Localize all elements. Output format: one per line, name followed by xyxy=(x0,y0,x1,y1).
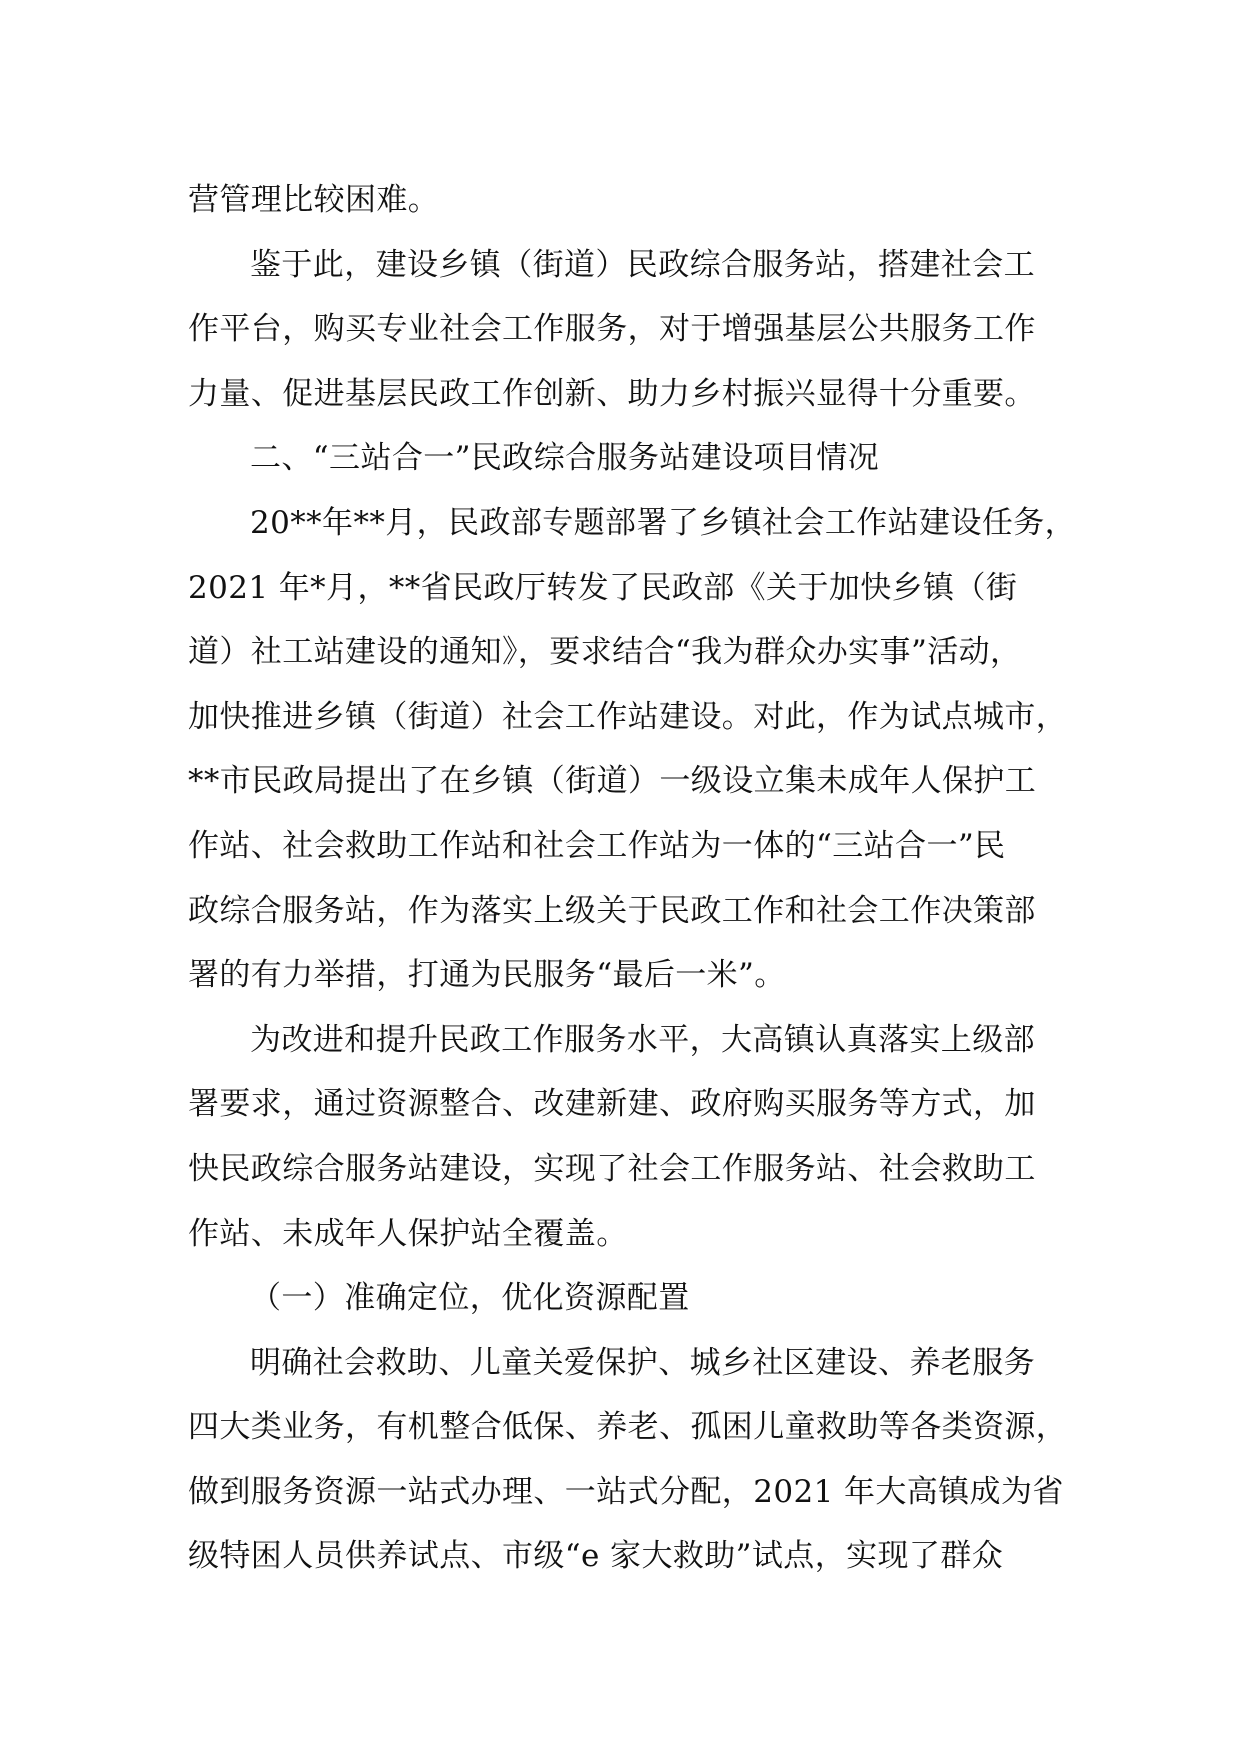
text-line: 政综合服务站，作为落实上级关于民政工作和社会工作决策部 xyxy=(188,892,1036,929)
text-line: 力量、促进基层民政工作创新、助力乡村振兴显得十分重要。 xyxy=(188,375,1036,412)
text-line: **市民政局提出了在乡镇（街道）一级设立集未成年人保护工 xyxy=(188,763,1037,800)
text-line: 道）社工站建设的通知》，要求结合“我为群众办实事”活动， xyxy=(188,634,1022,671)
paragraph-start-line: 20**年**月，民政部专题部署了乡镇社会工作站建设任务， xyxy=(250,504,1077,541)
text-line: 四大类业务，有机整合低保、养老、孤困儿童救助等各类资源， xyxy=(188,1409,1068,1446)
paragraph-start-line: 明确社会救助、儿童关爱保护、城乡社区建设、养老服务 xyxy=(250,1344,1035,1381)
text-line: 级特困人员供养试点、市级“e 家大救助”试点，实现了群众 xyxy=(188,1538,1004,1575)
paragraph-start-line: 鉴于此，建设乡镇（街道）民政综合服务站，搭建社会工 xyxy=(250,246,1035,283)
subsection-heading: （一）准确定位，优化资源配置 xyxy=(250,1280,690,1317)
text-line: 作站、未成年人保护站全覆盖。 xyxy=(188,1215,628,1252)
text-line: 快民政综合服务站建设，实现了社会工作服务站、社会救助工 xyxy=(188,1150,1036,1187)
text-line: 署的有力举措，打通为民服务“最后一米”。 xyxy=(188,957,786,994)
text-line: 加快推进乡镇（街道）社会工作站建设。对此，作为试点城市， xyxy=(188,698,1068,735)
text-line: 营管理比较困难。 xyxy=(188,182,440,218)
text-line: 2021 年*月，**省民政厅转发了民政部《关于加快乡镇（街 xyxy=(188,569,1018,606)
text-line: 署要求，通过资源整合、改建新建、政府购买服务等方式，加 xyxy=(188,1086,1036,1123)
text-line: 作站、社会救助工作站和社会工作站为一体的“三站合一”民 xyxy=(188,827,1006,864)
text-line: 做到服务资源一站式办理、一站式分配，2021 年大高镇成为省 xyxy=(188,1473,1064,1510)
section-heading: 二、“三站合一”民政综合服务站建设项目情况 xyxy=(250,440,880,477)
body-text xyxy=(188,168,1077,1589)
paragraph-start-line: 为改进和提升民政工作服务水平，大高镇认真落实上级部 xyxy=(250,1021,1035,1058)
text-line: 作平台，购买专业社会工作服务，对于增强基层公共服务工作 xyxy=(188,311,1036,348)
